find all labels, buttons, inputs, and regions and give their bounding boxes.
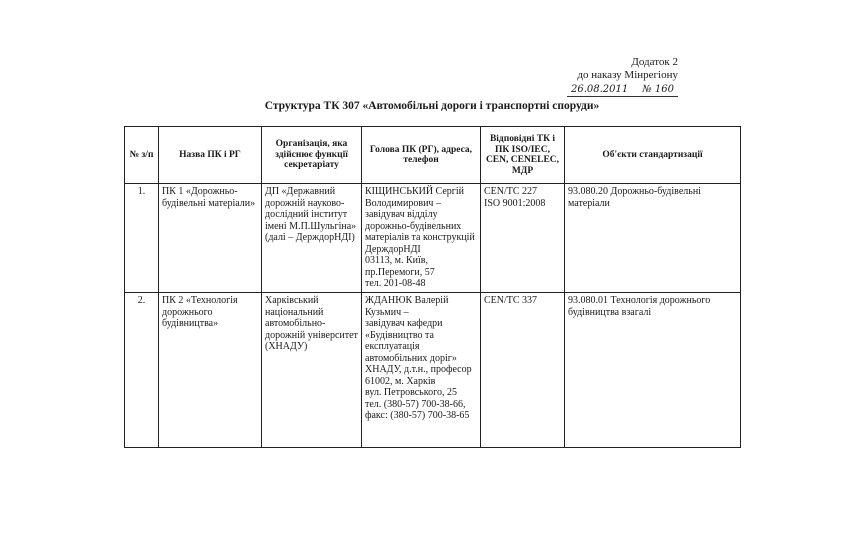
appendix-title: Додаток 2 xyxy=(631,56,678,68)
appendix-number: № 160 xyxy=(642,84,674,95)
cell-objects: 93.080.01 Технологія дорожнього будівництва взагалі xyxy=(565,293,741,448)
document-title: Структура ТК 307 «Автомобільні дороги і транспортні споруди» xyxy=(264,100,600,112)
cell-related-tc: CEN/TC 337 xyxy=(481,293,565,448)
appendix-date: 26.08.2011 xyxy=(571,84,629,95)
col-header-objects: Об'єкти стандартизації xyxy=(565,127,741,184)
cell-name: ПК 2 «Технологія дорожнього будівництва» xyxy=(159,293,262,448)
table-row xyxy=(125,293,741,448)
cell-objects: 93.080.20 Дорожньо-будівельні матеріали xyxy=(565,184,741,293)
appendix-order-ref: до наказу Мінрегіону xyxy=(577,69,678,81)
structure-table xyxy=(124,126,741,448)
col-header-name: Назва ПК і РГ xyxy=(159,127,262,184)
cell-number: 1. xyxy=(125,184,159,293)
appendix-block xyxy=(567,56,678,97)
cell-number: 2. xyxy=(125,293,159,448)
table-row xyxy=(125,184,741,293)
cell-chair: КІЩИНСЬКИЙ Сергій Володимирович – завідувач відділу дорожньо-будівельних матеріалів та конструкцій ДерждорНДІ 03113, м. Київ, пр.Перемоги, 57 тел. 201-08-48 xyxy=(362,184,481,293)
cell-secretariat: Харківський національний автомобільно-дорожній університет (ХНАДУ) xyxy=(262,293,362,448)
appendix-handwritten-date-number xyxy=(567,83,678,97)
cell-secretariat: ДП «Державний дорожній науково-дослідний інститут імені М.П.Шульгіна» (далі – ДерждорНДІ) xyxy=(262,184,362,293)
table-header-row xyxy=(125,127,741,184)
cell-related-tc: CEN/TC 227 ISO 9001:2008 xyxy=(481,184,565,293)
cell-chair: ЖДАНЮК Валерій Кузьмич – завідувач кафедри «Будівництво та експлуатація автомобільних доріг» ХНАДУ, д.т.н., професор 61002, м. Харків вул. Петровського, 25 тел. (380-57) 700-38-66, факс: (380-57) 700-38-65 xyxy=(362,293,481,448)
col-header-number: № з/п xyxy=(125,127,159,184)
col-header-secretariat: Організація, яка здійснює функції секретаріату xyxy=(262,127,362,184)
col-header-chair: Голова ПК (РГ), адреса, телефон xyxy=(362,127,481,184)
col-header-related-tc: Відповідні ТК і ПК ISO/IEC, CEN, CENELEC, МДР xyxy=(481,127,565,184)
cell-name: ПК 1 «Дорожньо-будівельні матеріали» xyxy=(159,184,262,293)
